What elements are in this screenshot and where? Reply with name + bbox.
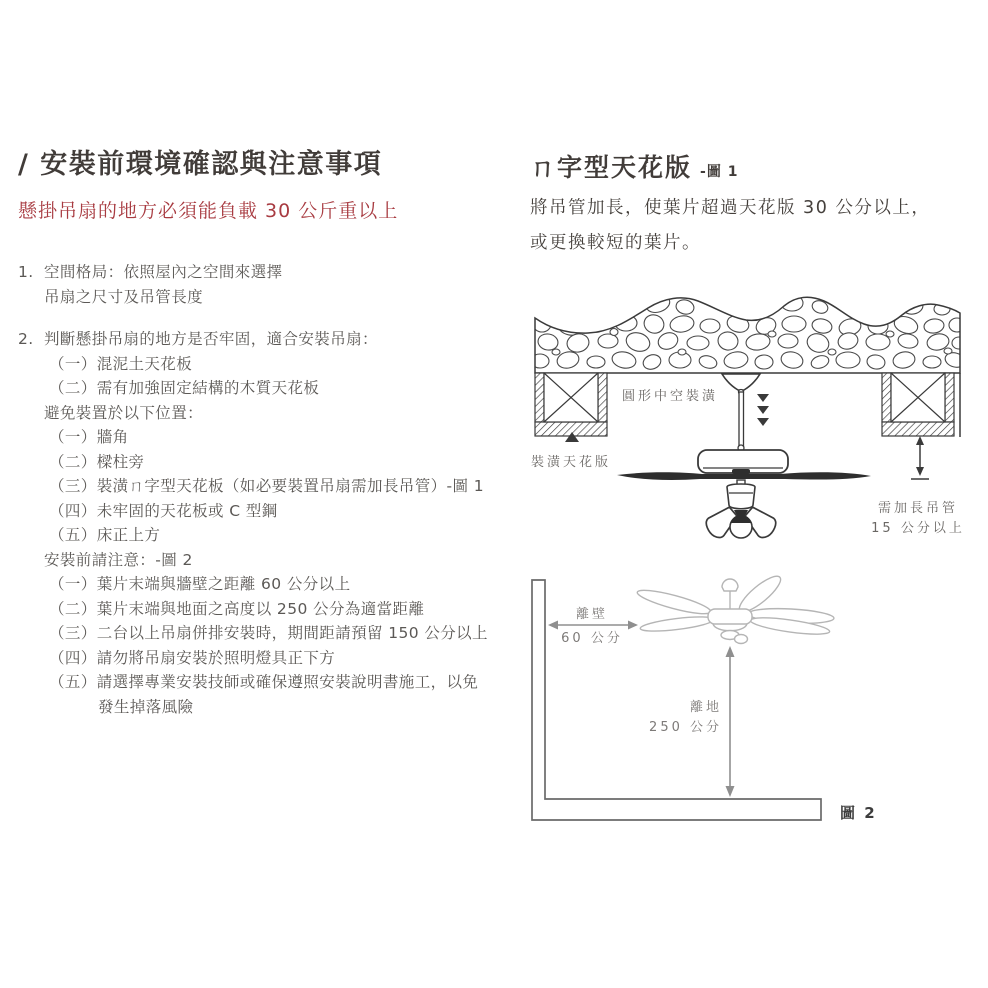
list-line: 發生掉落風險 [98, 697, 194, 716]
fig2-label-wall: 離壁 [575, 607, 609, 622]
list-line: 吊扇之尺寸及吊管長度 [44, 287, 204, 306]
precaution-list [18, 260, 510, 737]
list-line: （一）葉片末端與牆壁之距離 60 公分以上 [49, 575, 351, 593]
airflow-arrows-icon [757, 394, 769, 426]
list-item-2 [18, 327, 510, 719]
fig2-value-floor: 250 公分 [649, 720, 722, 735]
figure2-diagram [528, 572, 973, 848]
fig1-label-round-hollow: 圓形中空裝潢 [622, 389, 719, 404]
list-line: （四）請勿將吊扇安裝於照明燈具正下方 [49, 648, 336, 667]
list-line: 空間格局：依照屋內之空間來選擇 [44, 263, 283, 281]
subsection-heading [530, 148, 970, 184]
list-line: 安裝前請注意：-圖 2 [44, 550, 193, 569]
body-line: 或更換較短的葉片。 [530, 233, 701, 253]
list-line: （二）樑柱旁 [49, 452, 145, 471]
list-line: （四）未牢固的天花板或 C 型鋼 [49, 501, 278, 520]
decor-ceiling-box-left [535, 373, 607, 436]
item-number: 1. [18, 263, 34, 281]
concrete-ceiling-band [531, 293, 966, 373]
pipe-length-measure-arrow [911, 436, 929, 479]
figure2-caption: 圖 2 [840, 804, 877, 822]
list-item-1 [18, 260, 510, 309]
ceiling-fan-sketch [636, 572, 835, 644]
list-line: （一）混泥土天花板 [49, 354, 193, 373]
fig1-label-decor-ceiling: 裝潢天花版 [531, 455, 612, 470]
canopy [722, 374, 760, 390]
fig1-label-pipe-1: 需加長吊管 [877, 501, 959, 516]
weight-warning: 懸掛吊扇的地方必須能負載 30 公斤重以上 [18, 200, 399, 222]
list-line: （五）床正上方 [49, 526, 161, 544]
fig2-label-floor: 離地 [689, 700, 722, 715]
fig2-value-wall: 60 公分 [561, 631, 623, 646]
fig1-label-pipe-2: 15 公分以上 [871, 521, 965, 536]
decor-ceiling-box-right [882, 373, 954, 436]
list-line: （二）需有加強固定結構的木質天花板 [49, 379, 320, 397]
light-fitter [727, 484, 755, 509]
list-line: （三）裝潢ㄇ字型天花板（如必要裝置吊扇需加長吊管）-圖 1 [49, 477, 484, 495]
subsection-body [530, 191, 980, 261]
figure1-diagram [530, 284, 966, 550]
list-line: （三）二台以上吊扇併排安裝時，期間距請預留 150 公分以上 [49, 624, 488, 642]
floor-distance-arrow [726, 646, 735, 797]
item-number: 2. [18, 330, 34, 348]
list-line: 避免裝置於以下位置： [44, 403, 204, 422]
figure1-reference: -圖 1 [700, 164, 739, 180]
list-line: （五）請選擇專業安裝技師或確保遵照安裝說明書施工，以免 [49, 673, 479, 691]
list-line: （二）葉片末端與地面之高度以 250 公分為適當距離 [49, 599, 425, 618]
list-line: （一）牆角 [49, 428, 129, 446]
section-heading: / 安裝前環境確認與注意事項 [18, 149, 383, 180]
body-line: 將吊管加長，使葉片超過天花版 30 公分以上， [530, 198, 931, 218]
list-line: 判斷懸掛吊扇的地方是否牢固，適合安裝吊扇： [44, 330, 378, 348]
downrod [739, 392, 744, 447]
subsection-title: ㄇ字型天花版 [530, 153, 693, 182]
